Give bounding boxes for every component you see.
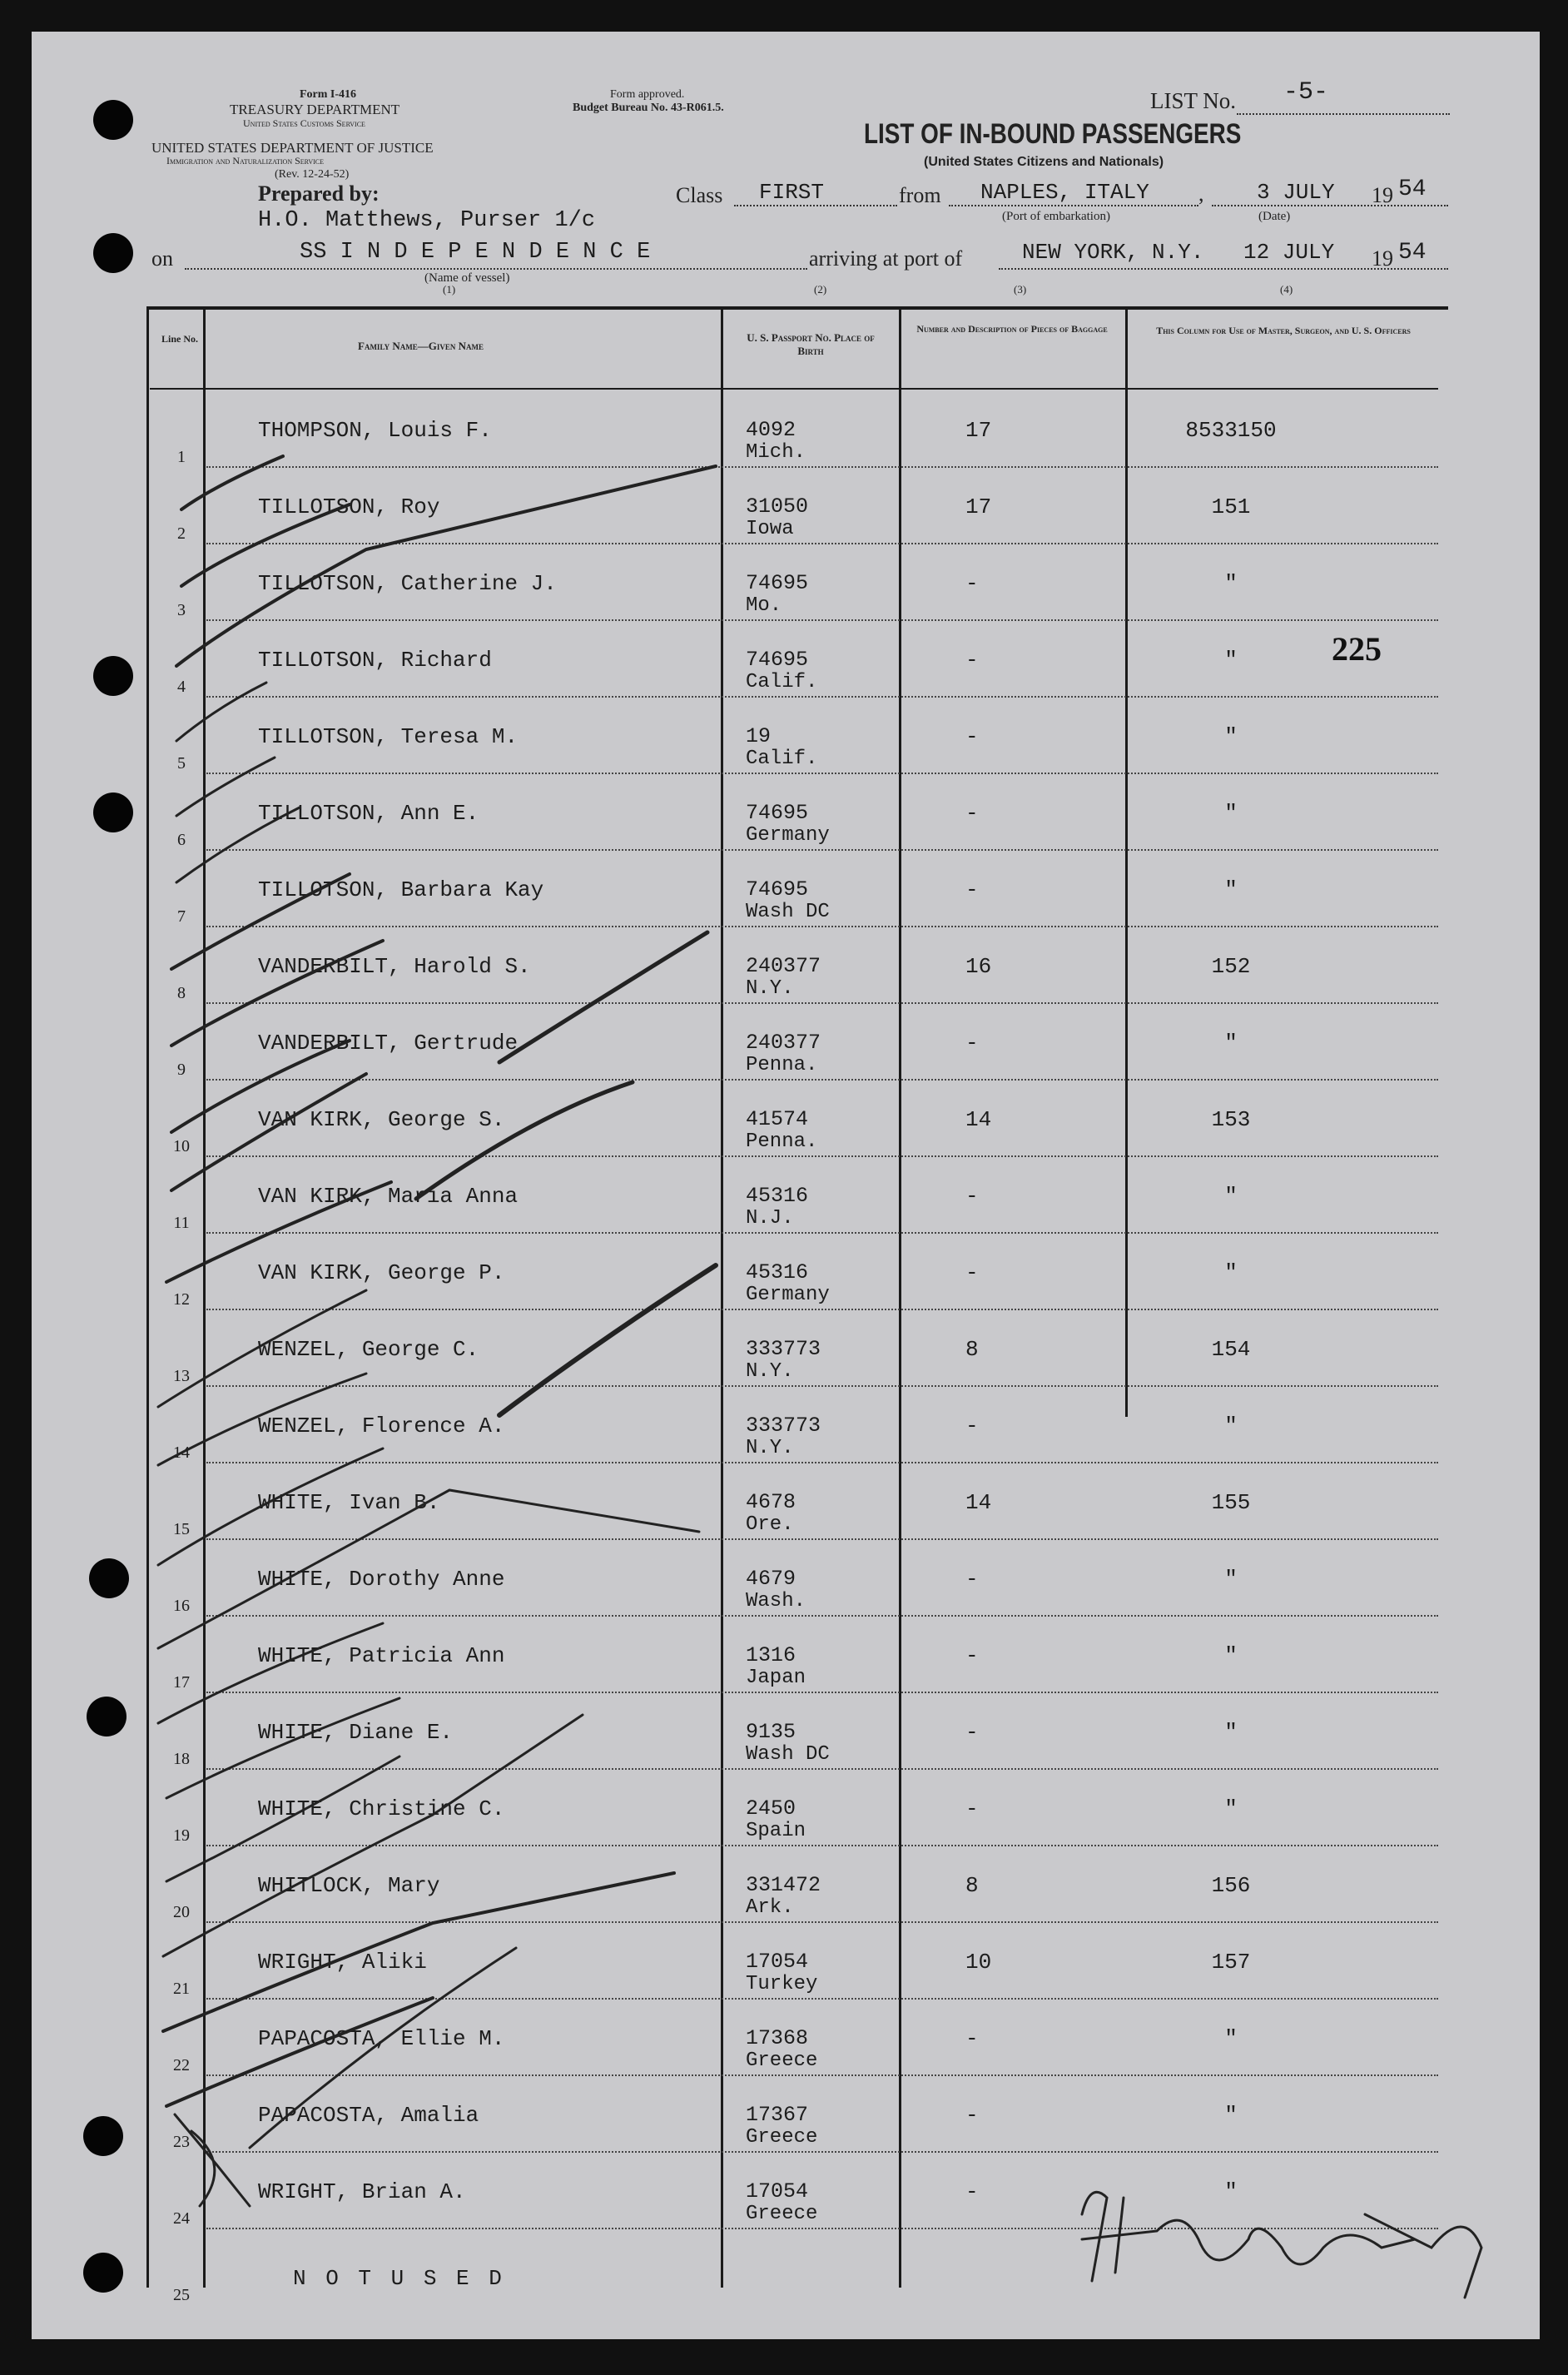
row-baggage: 14 [965,1490,992,1515]
row-baggage: 8 [965,1337,979,1362]
row-officer-entry: 154 [1211,1337,1251,1362]
revision-date: (Rev. 12-24-52) [275,168,350,181]
row-baggage: - [965,2179,979,2204]
list-no-label: LIST No. [1150,88,1237,113]
arrival-port: NEW YORK, N.Y. [1022,240,1204,265]
row-baggage: 17 [965,494,992,519]
row-place-of-birth: N.Y. [746,1437,794,1459]
row-place-of-birth: N.Y. [746,1360,794,1383]
row-line-number: 17 [173,1673,190,1692]
check-mark [416,1082,633,1199]
row-name: N O T U S E D [293,2266,505,2291]
row-officer-entry: 155 [1211,1490,1251,1515]
port-embarkation-caption: (Port of embarkation) [1002,210,1110,223]
check-mark [171,1041,350,1132]
row-passport-no: 333773 [746,1337,821,1361]
row-baggage: - [965,1720,979,1745]
row-passport-no: 31050 [746,494,809,519]
row-passport-no: 9135 [746,1720,796,1744]
row-name: WHITE, Diane E. [258,1720,454,1745]
row-name: THOMPSON, Louis F. [258,418,492,443]
prepared-by-value: H.O. Matthews, Purser 1/c [258,208,596,233]
row-officer-entry: 156 [1211,1873,1251,1898]
vessel-caption: (Name of vessel) [424,271,510,285]
row-line-number: 16 [173,1597,190,1615]
check-mark [176,758,275,816]
row-officer-entry: " [1224,724,1238,749]
row-passport-no: 17054 [746,1950,809,1974]
row-officer-entry: " [1224,1260,1238,1285]
row-officer-entry: " [1224,1184,1238,1209]
row-baggage: - [965,1414,979,1438]
margin-annotation-225: 225 [1332,630,1382,668]
row-name: WHITE, Patricia Ann [258,1643,505,1668]
row-baggage: - [965,1260,979,1285]
check-mark [499,932,707,1062]
row-name: WHITLOCK, Mary [258,1873,440,1898]
header-baggage: Number and Description of Pieces of Baggage [916,323,1108,335]
check-mark [163,1873,674,2031]
row-name: TILLOTSON, Catherine J. [258,571,557,596]
row-name: VANDERBILT, Harold S. [258,954,531,979]
header-line-no: Line No. [161,333,198,345]
row-baggage: - [965,801,979,826]
check-mark [166,1698,399,1798]
row-passport-no: 19 [746,724,772,748]
check-mark [176,683,266,741]
row-place-of-birth: Mo. [746,594,782,617]
row-passport-no: 17367 [746,2103,809,2127]
row-officer-entry: " [1224,1567,1238,1592]
check-mark [158,1490,699,1648]
row-baggage: 16 [965,954,992,979]
row-line-number: 25 [173,2286,190,2304]
row-line-number: 10 [173,1137,190,1155]
row-officer-entry: " [1224,1796,1238,1821]
column-number-2: (2) [814,283,827,296]
row-name: VAN KIRK, Maria Anna [258,1184,519,1209]
row-passport-no: 333773 [746,1414,821,1438]
row-baggage: - [965,1567,979,1592]
check-mark [158,1623,383,1723]
row-name: TILLOTSON, Richard [258,648,492,673]
row-line-number: 18 [173,1750,190,1768]
row-baggage: - [965,2026,979,2051]
row-passport-no: 74695 [746,648,809,672]
row-officer-entry: 153 [1211,1107,1251,1132]
row-baggage: - [965,1184,979,1209]
row-passport-no: 17368 [746,2026,809,2050]
row-line-number: 3 [177,601,186,619]
row-place-of-birth: N.Y. [746,977,794,1000]
row-line-number: 19 [173,1826,190,1845]
department-of-justice: UNITED STATES DEPARTMENT OF JUSTICE [151,140,434,156]
arrival-year-suffix: 54 [1398,240,1427,266]
row-passport-no: 240377 [746,954,821,978]
row-line-number: 9 [177,1061,186,1079]
row-line-number: 22 [173,2056,190,2074]
row-place-of-birth: Greece [746,2203,818,2225]
check-mark [171,941,383,1046]
class-value: FIRST [759,180,825,205]
row-baggage: - [965,1796,979,1821]
row-passport-no: 4679 [746,1567,796,1591]
row-line-number: 1 [177,448,186,466]
column-number-1: (1) [443,283,456,296]
row-name: PAPACOSTA, Ellie M. [258,2026,505,2051]
row-line-number: 5 [177,754,186,773]
check-mark [176,466,716,666]
row-baggage: - [965,648,979,673]
row-line-number: 23 [173,2133,190,2151]
row-line-number: 20 [173,1903,190,1921]
departure-date: 3 JULY [1257,180,1335,205]
row-name: WENZEL, Florence A. [258,1414,505,1438]
check-mark [176,807,300,882]
row-baggage: 17 [965,418,992,443]
row-name: WRIGHT, Aliki [258,1950,427,1975]
row-officer-entry: 8533150 [1185,418,1277,443]
row-passport-no: 240377 [746,1031,821,1055]
row-place-of-birth: Iowa [746,518,794,540]
check-mark [499,1265,716,1415]
row-line-number: 24 [173,2209,190,2228]
departure-year-suffix: 54 [1398,176,1427,202]
row-officer-entry: " [1224,1720,1238,1745]
from-label: from [899,183,941,207]
row-officer-entry: " [1224,1031,1238,1056]
row-passport-no: 4092 [746,418,796,442]
row-name: TILLOTSON, Teresa M. [258,724,519,749]
row-place-of-birth: Japan [746,1667,806,1689]
form-subtitle: (United States Citizens and Nationals) [924,155,1164,169]
row-place-of-birth: Wash DC [746,1743,830,1766]
row-name: TILLOTSON, Ann E. [258,801,479,826]
treasury-department: TREASURY DEPARTMENT [230,102,400,117]
row-passport-no: 17054 [746,2179,809,2204]
row-place-of-birth: Calif. [746,671,818,693]
row-line-number: 11 [173,1214,190,1232]
row-place-of-birth: Calif. [746,748,818,770]
row-line-number: 8 [177,984,186,1002]
row-place-of-birth: Penna. [746,1054,818,1076]
row-name: WHITE, Dorothy Anne [258,1567,505,1592]
header-name: Family Name—Given Name [358,340,484,352]
immigration-service: Immigration and Naturalization Service [166,155,325,166]
row-name: WHITE, Ivan B. [258,1490,440,1515]
row-place-of-birth: Wash. [746,1590,806,1612]
row-passport-no: 74695 [746,571,809,595]
check-mark [166,1756,399,1881]
row-place-of-birth: Germany [746,1284,830,1306]
row-baggage: - [965,1643,979,1668]
row-officer-entry: 157 [1211,1950,1251,1975]
row-place-of-birth: Greece [746,2050,818,2072]
on-label: on [151,246,173,271]
row-baggage: - [965,2103,979,2128]
row-passport-no: 1316 [746,1643,796,1667]
row-passport-no: 74695 [746,801,809,825]
row-place-of-birth: Penna. [746,1130,818,1153]
row-place-of-birth: Wash DC [746,901,830,923]
row-name: VANDERBILT, Gertrude [258,1031,519,1056]
row-passport-no: 41574 [746,1107,809,1131]
row-baggage: 14 [965,1107,992,1132]
row-officer-entry: " [1224,571,1238,596]
from-value: NAPLES, ITALY [980,180,1149,205]
list-no-value: -5- [1283,78,1329,107]
signature [1082,2192,1481,2298]
row-passport-no: 331472 [746,1873,821,1897]
row-line-number: 21 [173,1980,190,1998]
row-passport-no: 2450 [746,1796,796,1821]
check-mark [181,456,283,509]
column-number-3: (3) [1014,283,1027,296]
row-line-number: 2 [177,524,186,543]
row-name: TILLOTSON, Roy [258,494,440,519]
row-officer-entry: " [1224,2103,1238,2128]
check-mark [171,874,350,969]
row-name: WENZEL, George C. [258,1337,479,1362]
row-passport-no: 74695 [746,877,809,902]
row-officer-entry: 151 [1211,494,1251,519]
row-place-of-birth: Germany [746,824,830,847]
row-baggage: - [965,877,979,902]
form-title: LIST OF IN-BOUND PASSENGERS [864,118,1242,150]
row-passport-no: 45316 [746,1184,809,1208]
row-place-of-birth: Ore. [746,1513,794,1536]
row-baggage: - [965,724,979,749]
row-place-of-birth: N.J. [746,1207,794,1230]
budget-bureau-no: Budget Bureau No. 43-R061.5. [573,102,724,114]
row-officer-entry: " [1224,801,1238,826]
prepared-by-label: Prepared by: [258,181,380,206]
check-mark [171,1074,366,1190]
row-name: TILLOTSON, Barbara Kay [258,877,544,902]
row-passport-no: 45316 [746,1260,809,1284]
form-approved: Form approved. [610,88,685,101]
row-name: PAPACOSTA, Amalia [258,2103,479,2128]
row-place-of-birth: Spain [746,1820,806,1842]
departure-year-prefix: 19 [1372,183,1393,207]
check-mark [163,1715,583,1956]
row-name: VAN KIRK, George S. [258,1107,505,1132]
row-line-number: 15 [173,1520,190,1538]
form-number: Form I-416 [300,88,357,101]
row-line-number: 4 [177,678,186,696]
vessel-name: SS I N D E P E N D E N C E [300,240,651,265]
row-baggage: 10 [965,1950,992,1975]
row-passport-no: 4678 [746,1490,796,1514]
arriving-label: arriving at port of [809,246,963,271]
row-name: WRIGHT, Brian A. [258,2179,466,2204]
row-line-number: 12 [173,1290,190,1309]
row-place-of-birth: Mich. [746,441,806,464]
row-place-of-birth: Turkey [746,1973,818,1995]
arrival-date: 12 JULY [1243,240,1335,265]
row-line-number: 6 [177,831,186,849]
header-passport: U. S. Passport No. Place of Birth [747,331,875,357]
customs-service: United States Customs Service [243,117,365,129]
date-caption: (Date) [1258,210,1291,223]
row-baggage: - [965,1031,979,1056]
header-officers: This Column for Use of Master, Surgeon, and U. S. Officers [1156,325,1411,336]
row-line-number: 14 [173,1443,190,1462]
check-mark [166,1182,391,1282]
row-name: VAN KIRK, George P. [258,1260,505,1285]
row-place-of-birth: Greece [746,2126,818,2149]
check-mark [158,1290,366,1407]
row-officer-entry: 152 [1211,954,1251,979]
row-name: WHITE, Christine C. [258,1796,505,1821]
date-comma: , [1198,181,1204,206]
row-officer-entry: " [1224,2179,1238,2204]
row-officer-entry: " [1224,877,1238,902]
class-label: Class [676,183,723,207]
column-number-4: (4) [1280,283,1293,296]
arrival-year-prefix: 19 [1372,246,1393,271]
row-officer-entry: " [1224,2026,1238,2051]
row-line-number: 7 [177,907,186,926]
row-place-of-birth: Ark. [746,1896,794,1919]
row-baggage: 8 [965,1873,979,1898]
row-baggage: - [965,571,979,596]
check-mark [158,1448,383,1565]
row-line-number: 13 [173,1367,190,1385]
row-officer-entry: " [1224,648,1238,673]
check-mark [191,2131,215,2206]
row-officer-entry: " [1224,1414,1238,1438]
row-officer-entry: " [1224,1643,1238,1668]
